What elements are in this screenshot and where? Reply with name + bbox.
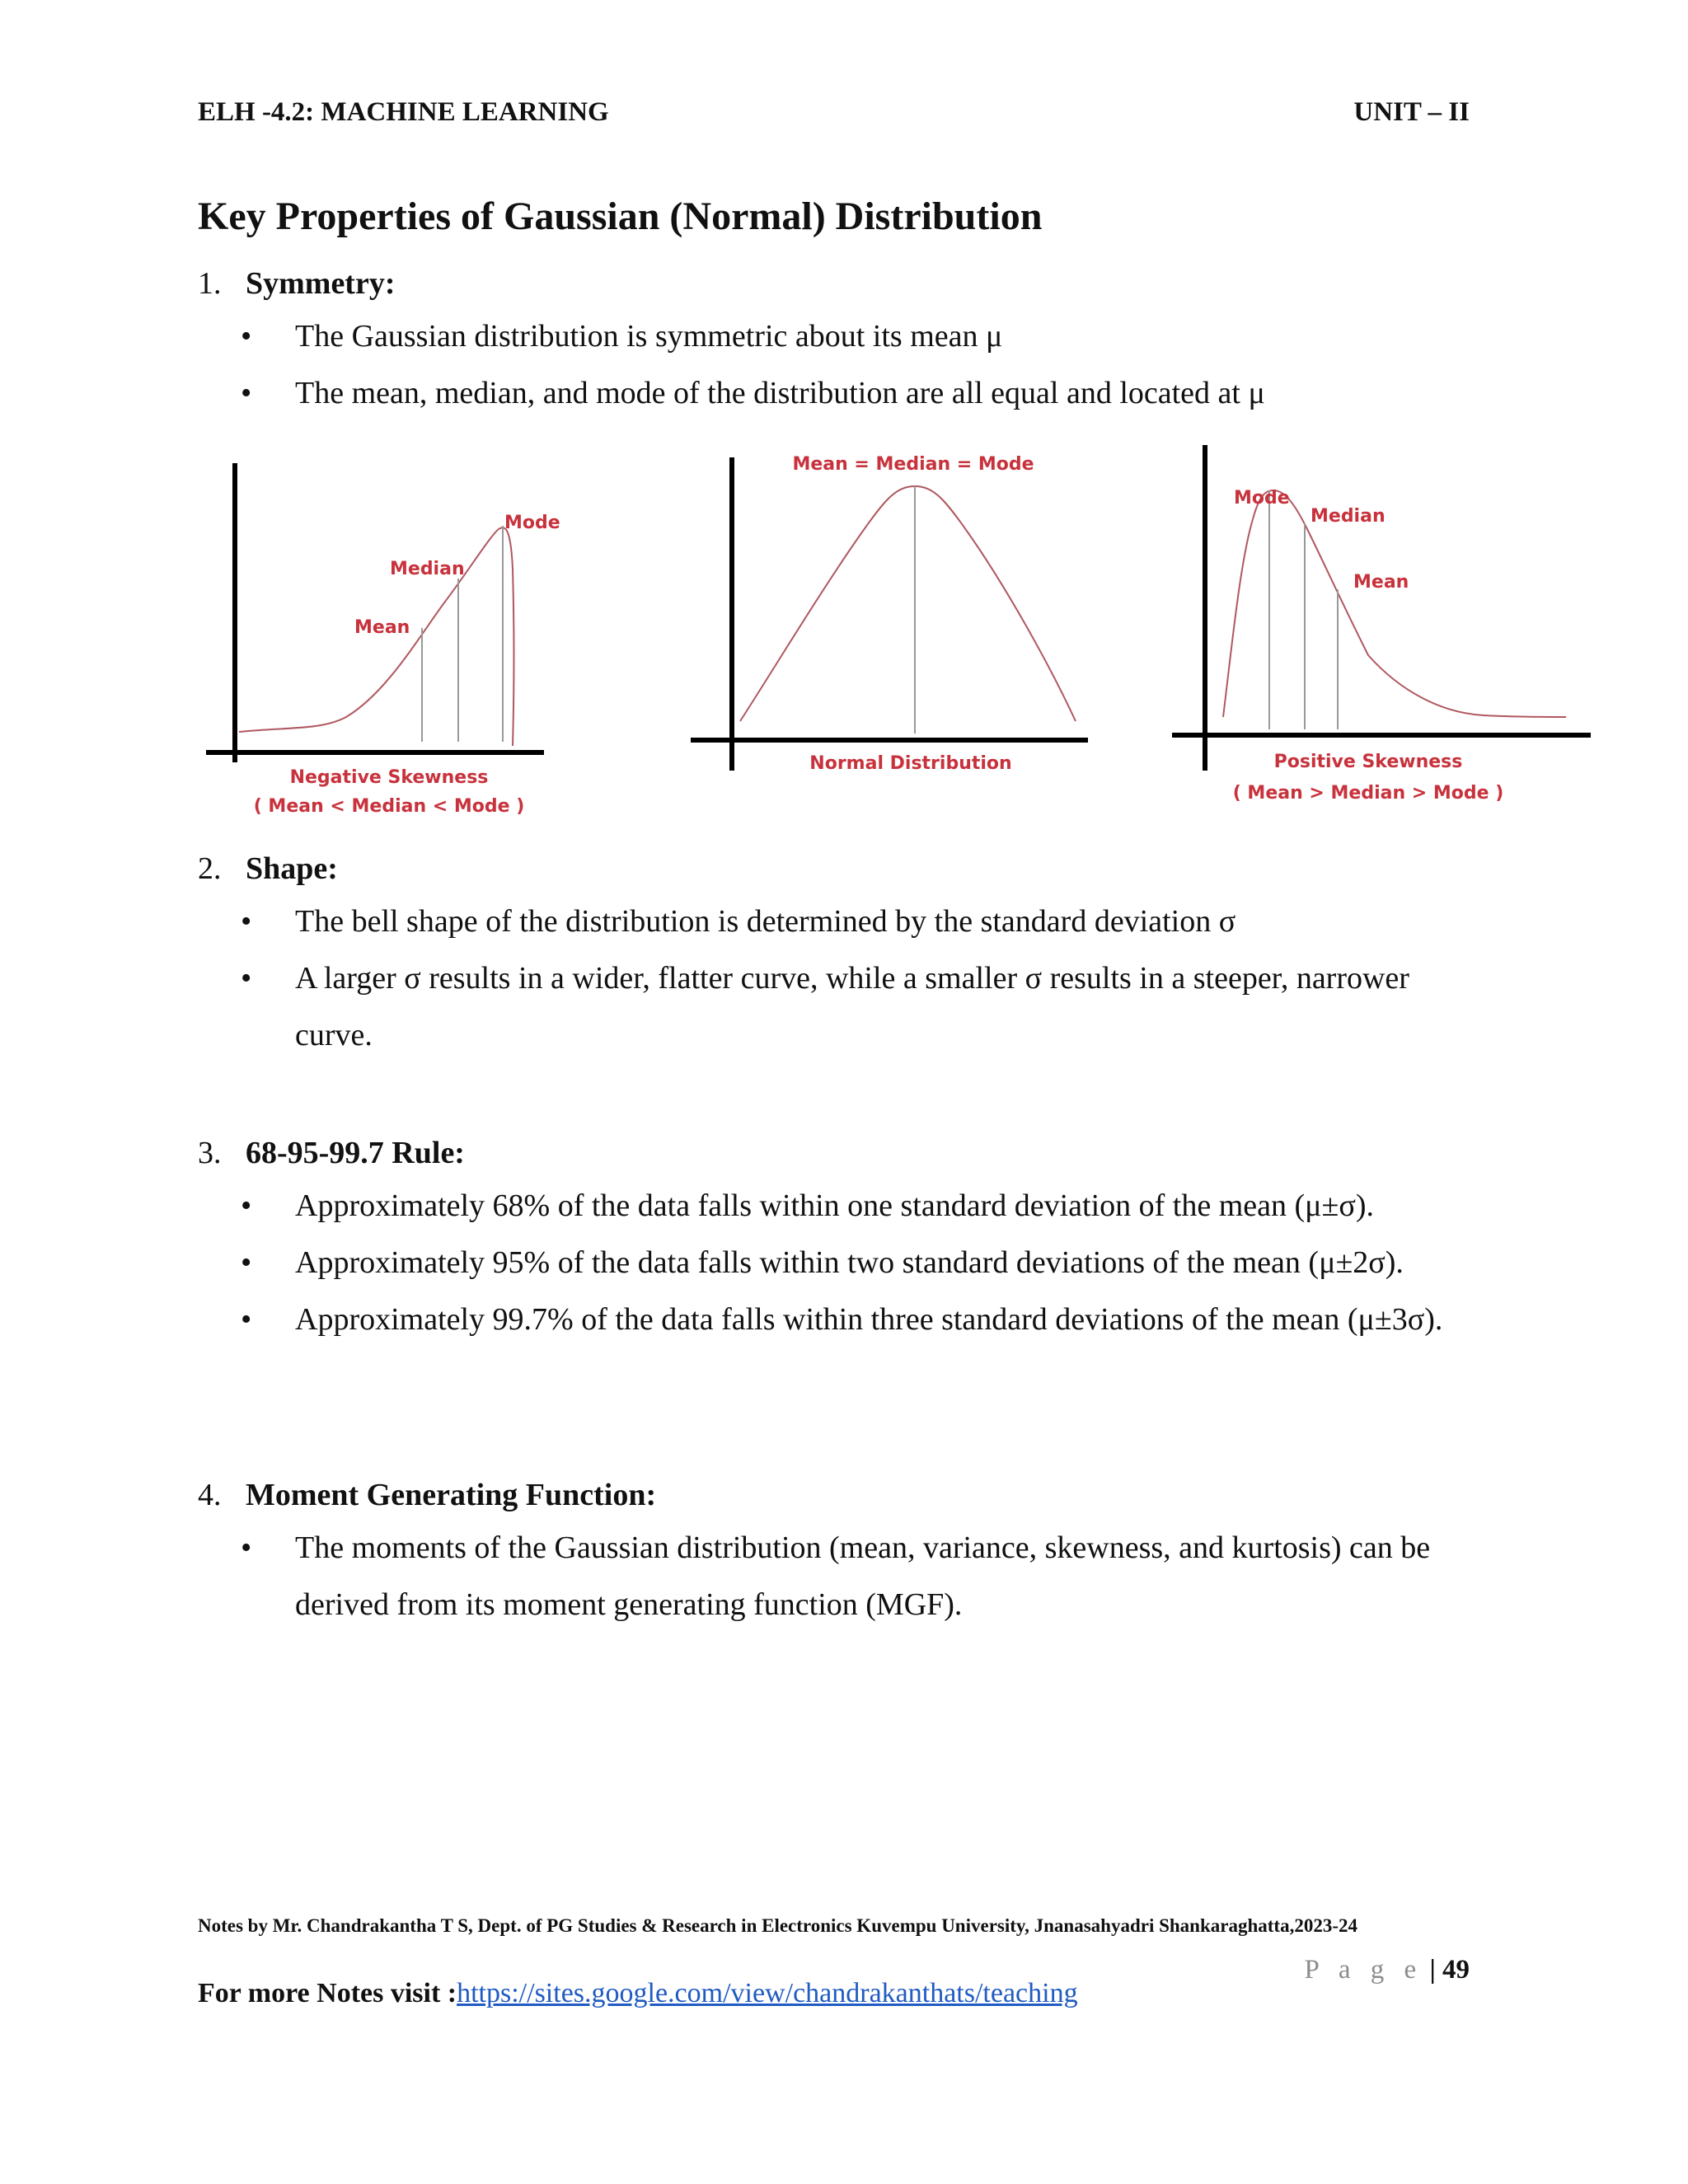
page-number-value: 49 bbox=[1442, 1955, 1470, 1985]
negative-caption: Negative Skewness bbox=[289, 767, 489, 788]
positive-curve bbox=[1223, 490, 1566, 717]
mode-label: Mode bbox=[1234, 488, 1290, 509]
notes-link[interactable]: https://sites.google.com/view/chandrakanthats/teaching bbox=[457, 1978, 1078, 2008]
median-label: Median bbox=[390, 559, 465, 579]
list-item: • Approximately 95% of the data falls within two standard deviations of the mean (μ±2σ). bbox=[241, 1235, 1477, 1291]
section-title: Moment Generating Function: bbox=[246, 1478, 657, 1512]
mean-label: Mean bbox=[354, 617, 410, 638]
bullet-icon: • bbox=[241, 904, 252, 939]
section-mgf bbox=[198, 1477, 656, 1513]
positive-skewness-diagram bbox=[1172, 445, 1591, 804]
list-item: • The mean, median, and mode of the distribution are all equal and located at μ bbox=[241, 365, 1477, 422]
page-number bbox=[1305, 1955, 1470, 1985]
list-item: • The moments of the Gaussian distribution (mean, variance, skewness, and kurtosis) can be derived from its moment generating function (MGF). bbox=[241, 1520, 1477, 1633]
median-label: Median bbox=[1311, 506, 1386, 527]
list-item: • The Gaussian distribution is symmetric about its mean μ bbox=[241, 308, 1477, 365]
negative-relation: ( Mean < Median < Mode ) bbox=[253, 796, 525, 817]
section-title: Symmetry: bbox=[246, 266, 396, 301]
bullet-icon: • bbox=[241, 961, 252, 996]
section-empirical-rule bbox=[198, 1135, 465, 1171]
skewness-diagrams bbox=[198, 437, 1599, 832]
page-title: Key Properties of Gaussian (Normal) Distribution bbox=[198, 194, 1043, 238]
list-item: • Approximately 68% of the data falls within one standard deviation of the mean (μ±σ). bbox=[241, 1178, 1477, 1235]
section-number: 4. bbox=[198, 1478, 222, 1512]
section-number: 3. bbox=[198, 1136, 222, 1170]
list-item: • Approximately 99.7% of the data falls within three standard deviations of the mean (μ±3σ). bbox=[241, 1291, 1477, 1348]
mean-label: Mean bbox=[1353, 572, 1409, 593]
section-number: 1. bbox=[198, 266, 222, 301]
bullet-icon: • bbox=[241, 1302, 252, 1337]
list-item: • The bell shape of the distribution is determined by the standard deviation σ bbox=[241, 893, 1477, 950]
section-symmetry bbox=[198, 265, 395, 302]
header-course: ELH -4.2: MACHINE LEARNING bbox=[198, 97, 609, 127]
positive-caption: Positive Skewness bbox=[1273, 752, 1463, 772]
visit-label: For more Notes visit : bbox=[198, 1978, 457, 2008]
bullet-icon: • bbox=[241, 1530, 252, 1565]
negative-skewness-diagram bbox=[206, 463, 560, 817]
normal-caption: Normal Distribution bbox=[809, 753, 1012, 774]
footer-visit bbox=[198, 1978, 1078, 2009]
positive-relation: ( Mean > Median > Mode ) bbox=[1232, 783, 1504, 804]
bullet-icon: • bbox=[241, 1245, 252, 1280]
normal-top-label: Mean = Median = Mode bbox=[792, 454, 1034, 475]
header-unit: UNIT – II bbox=[1353, 97, 1470, 127]
section-title: Shape: bbox=[246, 851, 338, 886]
bullet-icon: • bbox=[241, 1188, 252, 1223]
page-word: P a g e bbox=[1304, 1955, 1423, 1985]
section-title: 68-95-99.7 Rule: bbox=[246, 1136, 465, 1170]
normal-distribution-diagram bbox=[691, 454, 1088, 774]
page-separator: | bbox=[1429, 1955, 1436, 1985]
mode-label: Mode bbox=[504, 513, 560, 533]
skewness-figure bbox=[198, 437, 1599, 832]
section-shape bbox=[198, 851, 338, 887]
list-item: • A larger σ results in a wider, flatter curve, while a smaller σ results in a steeper, narrower curve. bbox=[241, 950, 1477, 1064]
normal-curve bbox=[740, 486, 1076, 721]
section-number: 2. bbox=[198, 851, 222, 886]
bullet-icon: • bbox=[241, 319, 252, 354]
footer-notes: Notes by Mr. Chandrakantha T S, Dept. of PG Studies & Research in Electronics Kuvempu University, Jnanasahyadri Shankaraghatta,2023-24 bbox=[198, 1915, 1357, 1936]
bullet-icon: • bbox=[241, 376, 252, 410]
